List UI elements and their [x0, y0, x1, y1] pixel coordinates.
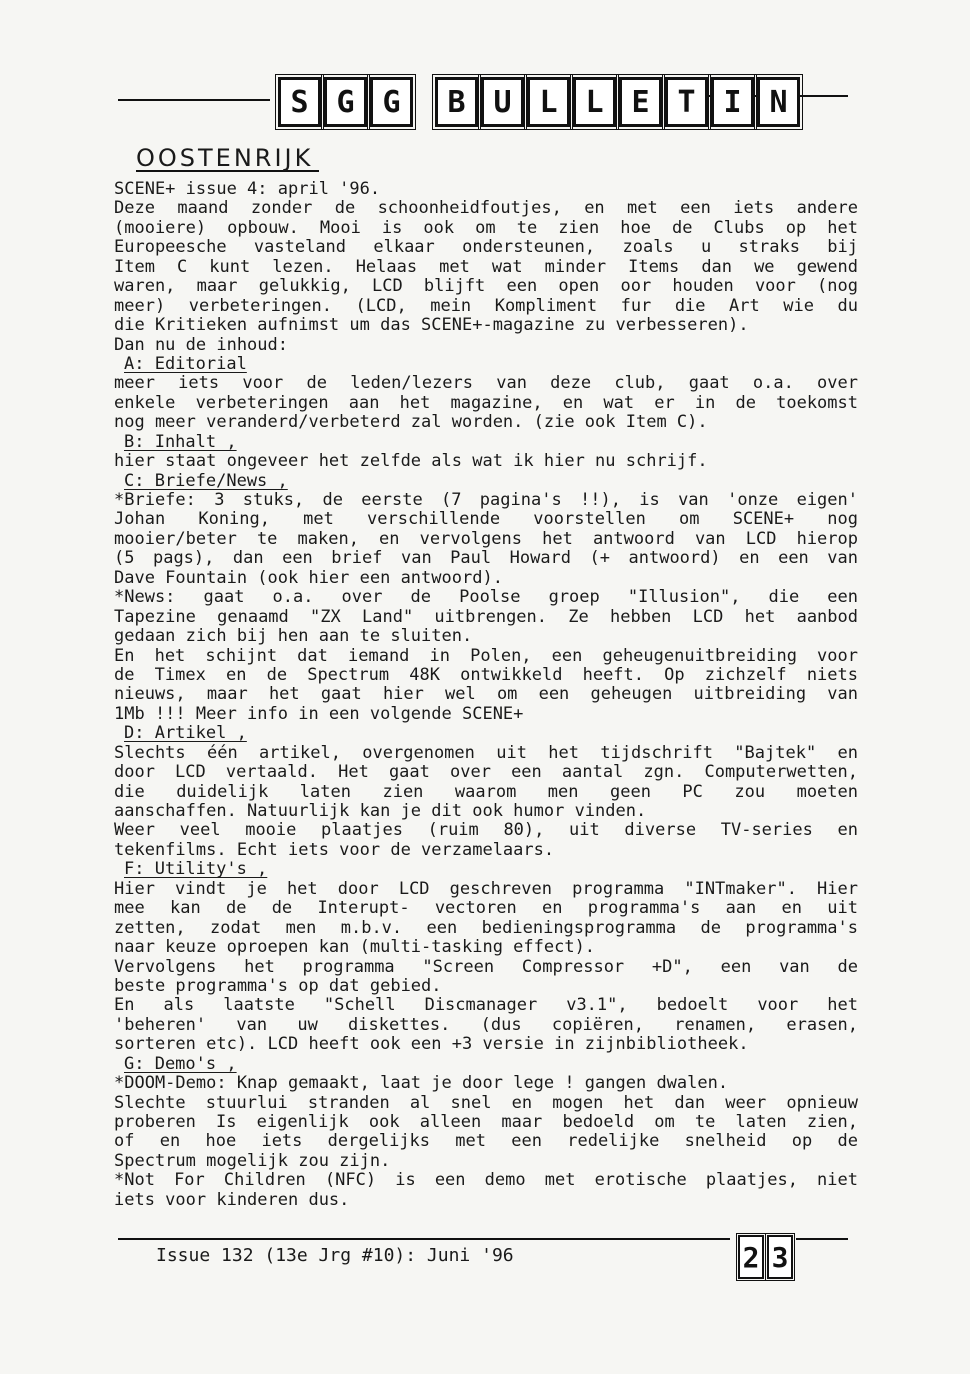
text-line: de Timex en de Spectrum 48K ontwikkeld heeft. Op zichzelf niets	[114, 665, 858, 685]
text-line: sorteren etc). LCD heeft ook een +3 versie in zijnbibliotheek.	[114, 1035, 749, 1055]
masthead-word-sgg	[278, 77, 413, 127]
text-line: *DOOM-Demo: Knap gemaakt, laat je door lege ! gangen dwalen.	[114, 1074, 729, 1094]
text-line: En het schijnt dat iemand in Polen, een geheugenuitbreiding voor	[114, 646, 858, 666]
text-line: 'beheren' van uw diskettes. (dus copiëren, renamen, erasen,	[114, 1015, 858, 1035]
text-line: enkele verbeteringen aan het magazine, en wat er in de toekomst	[114, 393, 858, 413]
text-line: *Not For Children (NFC) is een demo met erotische plaatjes, niet	[114, 1171, 858, 1191]
masthead-letter: S	[278, 77, 321, 127]
page-digit: 3	[767, 1235, 793, 1279]
text-line: SCENE+ issue 4: april '96.	[114, 180, 381, 199]
text-line: hier staat ongeveer het zelfde als wat ik hier nu schrijf.	[114, 452, 708, 472]
text-line: Dan nu de inhoud:	[114, 335, 288, 355]
item-heading: D: Artikel ,	[124, 724, 247, 744]
issue-footer: Issue 132 (13e Jrg #10): Juni '96	[156, 1245, 514, 1266]
text-line: En als laatste "Schell Discmanager v3.1", bedoelt voor het	[114, 996, 858, 1016]
text-line: proberen Is eigenlijk ook alleen maar bedoeld om te laten zien,	[114, 1113, 858, 1132]
item-heading: B: Inhalt ,	[124, 432, 237, 452]
text-line: iets voor kinderen dus.	[114, 1190, 350, 1210]
item-heading: F: Utility's ,	[124, 860, 268, 880]
text-line: Tapezine genaamd "ZX Land" uitbrengen. Ze hebben LCD het aanbod	[114, 607, 858, 627]
masthead-letter: T	[665, 77, 708, 127]
page-number	[738, 1235, 793, 1279]
masthead-letter: L	[527, 77, 570, 127]
text-line: Slechts één artikel, overgenomen uit het tijdschrift "Bajtek" en	[114, 743, 858, 763]
text-line: Slechte stuurlui stranden al snel en mogen het dan weer opnieuw	[114, 1093, 858, 1113]
text-line: mooier/beter te maken, en vervolgens het antwoord van LCD hierop	[114, 529, 858, 549]
page-digit: 2	[738, 1235, 764, 1279]
text-line: aanschaffen. Natuurlijk kan je dit ook humor vinden.	[114, 802, 647, 821]
text-line: (5 pags), dan een brief van Paul Howard (+ antwoord) en een van	[114, 549, 858, 569]
text-line: Hier vindt je het door LCD geschreven programma "INTmaker". Hier	[114, 879, 858, 899]
text-line: waren, maar gelukkig, LCD blijft een open oor houden voor (nog	[114, 277, 858, 297]
footer-rule-right	[796, 1238, 848, 1240]
text-line: naar keuze oproepen kan (multi-tasking effect).	[114, 938, 596, 958]
text-line: meer iets voor de leden/lezers van deze club, gaat o.a. over	[114, 374, 858, 394]
item-heading: G: Demo's ,	[124, 1054, 237, 1074]
masthead-rule-left	[118, 99, 270, 101]
masthead-letter: E	[619, 77, 662, 127]
text-line: Item C kunt lezen. Helaas met wat minder Items dan we gewend	[114, 257, 858, 277]
masthead-letter: U	[481, 77, 524, 127]
text-line: *News: gaat o.a. over de Poolse groep "Illusion", die een	[114, 588, 858, 608]
masthead-word-bulletin	[435, 77, 800, 127]
text-line: 1Mb !!! Meer info in een volgende SCENE+	[114, 704, 524, 724]
text-line: meer) verbeteringen. (LCD, mein Kompliment fur die Art wie du	[114, 296, 858, 316]
text-line: Johan Koning, met verschillende voorstellen om SCENE+ nog	[114, 510, 858, 530]
text-line: gedaan zich bij hen aan te sluiten.	[114, 627, 473, 647]
text-line: die Kritieken aufnimst um das SCENE+-magazine zu verbesseren).	[114, 316, 749, 336]
text-line: Vervolgens het programma "Screen Compressor +D", een van de	[114, 957, 858, 977]
text-line: zetten, zodat men m.b.v. een bedieningsprogramma de programma's	[114, 918, 858, 938]
text-line: *Briefe: 3 stuks, de eerste (7 pagina's !!), is van 'onze eigen'	[114, 491, 858, 510]
masthead-logo	[278, 77, 800, 127]
masthead-letter: G	[324, 77, 367, 127]
text-line: Europeesche vasteland elkaar ondersteunen, zoals u straks bij	[114, 238, 858, 258]
article-body	[114, 180, 858, 1210]
masthead-letter: L	[573, 77, 616, 127]
text-line: Deze maand zonder de schoonheidfoutjes, en met een iets andere	[114, 199, 858, 219]
text-line: Dave Fountain (ook hier een antwoord).	[114, 568, 503, 588]
text-line: mee kan de de Interupt- vectoren en programma's aan en uit	[114, 899, 858, 919]
text-line: (mooiere) opbouw. Mooi is ook om te zien hoe de Clubs op het	[114, 218, 858, 238]
masthead-letter: B	[435, 77, 478, 127]
text-line: nog meer veranderd/verbeterd zal worden. (zie ook Item C).	[114, 413, 708, 433]
masthead-letter: N	[757, 77, 800, 127]
section-title: OOSTENRIJK	[136, 146, 319, 172]
footer-rule-left	[118, 1238, 730, 1240]
text-line: Spectrum mogelijk zou zijn.	[114, 1151, 391, 1171]
text-line: Weer veel mooie plaatjes (ruim 80), uit diverse TV-series en	[114, 821, 858, 841]
masthead-letter: G	[370, 77, 413, 127]
text-line: beste programma's op dat gebied.	[114, 976, 442, 996]
item-heading: A: Editorial	[124, 354, 247, 374]
text-line: door LCD vertaald. Het gaat over een aantal zgn. Computerwetten,	[114, 763, 858, 783]
masthead-letter: I	[711, 77, 754, 127]
text-line: die duidelijk laten zien waarom men geen PC zou moeten	[114, 782, 858, 802]
text-line: tekenfilms. Echt iets voor de verzamelaars.	[114, 840, 555, 860]
item-heading: C: Briefe/News ,	[124, 471, 288, 491]
text-line: of en hoe iets dergelijks met een redelijke snelheid op de	[114, 1132, 858, 1152]
text-line: nieuws, maar het gaat hier wel om een geheugen uitbreiding van	[114, 685, 858, 705]
